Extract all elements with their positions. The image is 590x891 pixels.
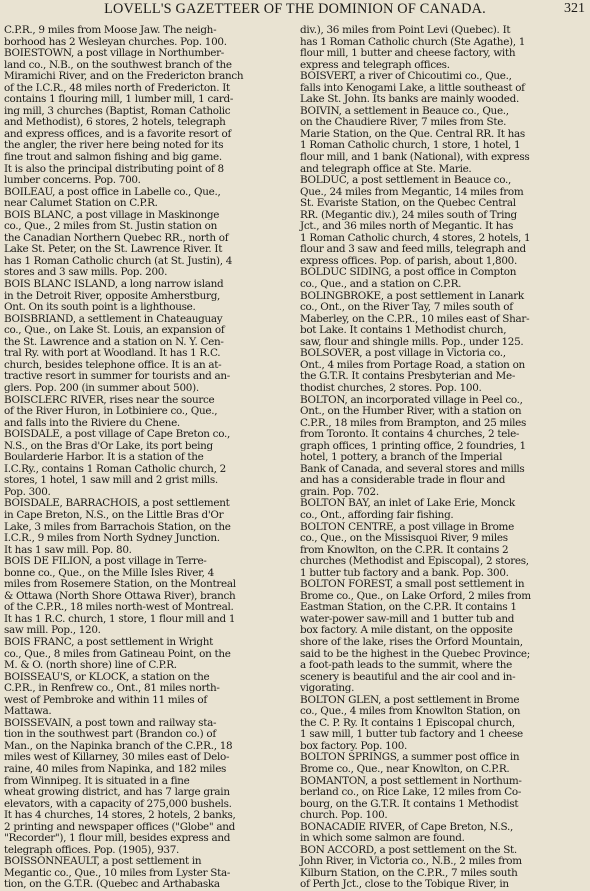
text-line: It has 1 saw mill. Pop. 80. — [4, 543, 132, 556]
text-line: graph offices, 1 printing office, 2 foundries, 1 — [300, 439, 526, 452]
text-line: co., Que., and a station on C.P.R. — [300, 278, 462, 291]
text-line: Ont. On its south point is a lighthouse. — [4, 301, 196, 314]
text-line: stores and 3 saw mills. Pop. 200. — [4, 266, 168, 279]
text-line: tion in the southwest part (Brandon co.) of — [4, 728, 216, 741]
text-line: raine, 40 miles from Napinka, and 182 miles — [4, 763, 227, 775]
running-header — [0, 0, 590, 19]
text-line: west of Pembroke and within 11 miles of — [4, 693, 207, 706]
text-line: BOISBRIAND, a settlement in Chateauguay — [4, 312, 223, 325]
text-line: co., Que., on Lake St. Louis, an expansion of — [4, 324, 225, 337]
text-line: Lake, 3 miles from Barrachois Station, on the — [4, 520, 231, 533]
text-line: co., Ont., affording fair fishing. — [300, 508, 454, 521]
text-line: bourg, on the G.T.R. It contains 1 Methodist — [300, 797, 519, 810]
text-line: Brome co., Que., on Lake Orford, 2 miles from — [300, 589, 531, 602]
text-line: co., Que., 4 miles from Knowlton Station, on — [300, 705, 521, 718]
text-line: Man., on the Napinka branch of the C.P.R., 18 — [4, 739, 233, 752]
text-line: Ont., on the Humber River, with a station on — [300, 405, 522, 418]
text-line: box factory. A mile distant, on the opposite — [300, 624, 513, 637]
text-line: of the C.P.R., 18 miles north-west of Montreal. — [4, 601, 234, 614]
text-line: in which some salmon are found. — [300, 832, 465, 845]
text-line: lumber concerns. Pop. 700. — [4, 174, 141, 187]
text-line: BOLDUC, a post settlement in Beauce co., — [300, 174, 511, 187]
text-line: shore of the lake, rises the Orford Mountain, — [300, 635, 523, 648]
text-line: church, besides telephone office. It is an at- — [4, 358, 222, 371]
text-line: the C. P. Ry. It contains 1 Episcopal church, — [300, 716, 515, 729]
text-line: from Winnipeg. It is situated in a fine — [4, 774, 190, 787]
text-line: tion, on the G.T.R. (Quebec and Arthabaska — [4, 878, 220, 891]
text-line: Maberley, on the C.P.R., 10 miles east of Shar- — [300, 312, 530, 325]
text-line: BOISCLERC RIVER, rises near the source — [4, 393, 215, 406]
text-line: BOLTON FOREST, a small post settlement in — [300, 578, 525, 591]
text-line: "Recorder"), 1 flour mill, besides express and — [4, 832, 231, 845]
text-line: BOIESTOWN, a post village in Northumber- — [4, 47, 224, 60]
text-line: in Cape Breton, N.S., on the Little Bras d'Or — [4, 508, 224, 521]
text-line: fine trout and salmon fishing and big game. — [4, 151, 222, 164]
text-line: 1 Roman Catholic church, 4 stores, 2 hotels, 1 — [300, 231, 531, 244]
text-line: BOLTON BAY, an inlet of Lake Erie, Monck — [300, 497, 515, 510]
text-line: from Knowlton, on the C.P.R. It contains 2 — [300, 543, 509, 556]
text-line: BOISVERT, a river of Chicoutimi co., Que., — [300, 70, 512, 83]
text-line: BOIS FRANC, a post settlement in Wright — [4, 635, 214, 648]
text-line: hotel, 1 pottery, a branch of the Imperial — [300, 451, 503, 464]
text-line: the angler, the river here being noted for its — [4, 139, 224, 152]
text-line: and express offices, and is a favorite resort of — [4, 127, 231, 140]
text-line: 1 butter tub factory and a bank. Pop. 300. — [300, 566, 509, 579]
text-line: flour mill, 1 butter and cheese factory, with — [300, 47, 516, 60]
text-line: Jct., and 36 miles north of Megantic. It has — [300, 220, 514, 233]
text-line: wheat growing district, and has 7 large grain — [4, 786, 230, 799]
text-line: N.S., on the Bras d'Or Lake, its port being — [4, 439, 213, 452]
text-line: Megantic co., Que., 10 miles from Lyster Sta- — [4, 866, 231, 879]
text-line: from Toronto. It contains 4 churches, 2 tele- — [300, 428, 520, 441]
text-line: BOLTON CENTRE, a post village in Brome — [300, 520, 514, 533]
text-line: Bank of Canada, and several stores and mills — [300, 462, 525, 475]
text-line: co., Ont., on the River Tay, 7 miles south of — [300, 301, 513, 314]
text-line: and has a considerable trade in flour and — [300, 474, 506, 487]
text-line: telegraph offices. Pop. (1905), 937. — [4, 843, 180, 856]
text-line: M. & O. (north shore) line of C.P.R. — [4, 659, 177, 672]
text-line: saw mill. Pop., 120. — [4, 624, 101, 637]
text-line: BOLTON GLEN, a post settlement in Brome — [300, 693, 520, 706]
text-line: tractive resort in summer for tourists and an- — [4, 370, 230, 383]
text-line: elevators, with a capacity of 275,000 bushels. — [4, 797, 232, 810]
text-line: ing mill, 3 churches (Baptist, Roman Catholic — [4, 104, 231, 117]
text-line: BOLINGBROKE, a post settlement in Lanark — [300, 289, 524, 302]
text-line: BOIS BLANC ISLAND, a long narrow island — [4, 278, 224, 291]
text-line: Boularderie Harbor. It is a station of the — [4, 451, 204, 464]
text-line: Lake St. Peter, on the St. Lawrence River. It — [4, 243, 223, 256]
text-line: express and telegraph offices. — [300, 58, 450, 71]
right-column — [300, 24, 586, 891]
left-column — [4, 24, 289, 891]
text-line: churches (Methodist and Episcopal), 2 stores, — [300, 555, 529, 568]
text-line: 1 Roman Catholic church, 1 store, 1 hotel, 1 — [300, 139, 521, 152]
text-line: a foot-path leads to the summit, where the — [300, 659, 512, 672]
text-line: C.P.R., in Renfrew co., Ont., 81 miles north- — [4, 682, 220, 695]
text-line: I.C.Ry., contains 1 Roman Catholic church, 2 — [4, 462, 226, 475]
text-line: It has 1 R.C. church, 1 store, 1 flour mill and 1 — [4, 612, 236, 625]
text-line: BOLTON, an incorporated village in Peel co., — [300, 393, 523, 406]
text-line: BOLSOVER, a post village in Victoria co., — [300, 347, 506, 360]
text-line: thodist churches, 2 stores. Pop. 100. — [300, 381, 482, 394]
text-line: RR. (Megantic div.), 24 miles south of Tring — [300, 208, 517, 221]
text-line: of the River Huron, in Lotbiniere co., Que., — [4, 405, 218, 418]
text-line: the St. Lawrence and a station on N. Y. Cen- — [4, 335, 224, 348]
text-line: It is also the principal distributing point of 8 — [4, 162, 224, 175]
text-line: co., Que., 8 miles from Gatineau Point, on the — [4, 647, 231, 660]
text-line: Lake St. John. Its banks are mainly wooded. — [300, 93, 519, 106]
text-line: bot Lake. It contains 1 Methodist church, — [300, 324, 507, 337]
text-line: BOISSONNEAULT, a post settlement in — [4, 855, 202, 868]
page-number: 321 — [564, 1, 585, 16]
text-line: and Methodist), 6 stores, 2 hotels, telegraph — [4, 116, 226, 129]
text-line: express offices. Pop. of parish, about 1,800. — [300, 254, 517, 267]
text-line: church. Pop. 100. — [300, 809, 388, 822]
text-line: Brome co., Que., near Knowlton, on C.P.R. — [300, 763, 510, 775]
text-line: bonne co., Que., on the Mille Isles River, 4 — [4, 566, 214, 579]
text-line: BOISSEVAIN, a post town and railway sta- — [4, 716, 217, 729]
text-line: 1 saw mill, 1 butter tub factory and 1 cheese — [300, 728, 523, 741]
text-line: scenery is beautiful and the air cool and in- — [300, 670, 516, 683]
text-line: div.), 36 miles from Point Levi (Quebec). It — [300, 24, 511, 36]
text-line: on the Chaudiere River, 7 miles from Ste. — [300, 116, 507, 129]
text-line: has 1 Roman Catholic church (Ste Agathe), 1 — [300, 35, 526, 48]
text-line: glers. Pop. 200 (in summer about 500). — [4, 381, 199, 394]
text-line: BOISSEAU'S, or KLOCK, a station on the — [4, 670, 210, 683]
text-line: & Ottawa (North Shore Ottawa River), branch — [4, 589, 236, 602]
text-line: grain. Pop. 702. — [300, 485, 379, 498]
text-line: 2 printing and newspaper offices ("Globe" and — [4, 820, 236, 833]
text-line: Miramichi River, and on the Fredericton branch — [4, 70, 244, 83]
text-line: BOLDUC SIDING, a post office in Compton — [300, 266, 517, 279]
text-line: stores, 1 hotel, 1 saw mill and 2 grist mills. — [4, 474, 218, 487]
text-line: flour and 3 saw and feed mills, telegraph and — [300, 243, 526, 256]
text-line: borhood has 2 Wesleyan churches. Pop. 100. — [4, 35, 227, 48]
text-line: C.P.R., 9 miles from Moose Jaw. The neigh- — [4, 24, 217, 36]
text-line: BOIS BLANC, a post village in Maskinonge — [4, 208, 220, 221]
text-line: BOISDALE, a post village of Cape Breton co., — [4, 428, 230, 441]
text-line: saw, flour and shingle mills. Pop., under 125. — [300, 335, 524, 348]
text-line: the G.T.R. It contains Presbyterian and Me- — [300, 370, 516, 383]
text-line: BOLTON SPRINGS, a summer post office in — [300, 751, 520, 764]
text-line: co., Que., on the Missisquoi River, 9 miles — [300, 532, 508, 545]
text-line: and telegraph office at Ste. Marie. — [300, 162, 472, 175]
text-line: falls into Kenogami Lake, a little southeast of — [300, 81, 525, 94]
text-line: Mattawa. — [4, 705, 52, 718]
text-line: BOMANTON, a post settlement in Northum- — [300, 774, 522, 787]
text-line: BOIS DE FILION, a post village in Terre- — [4, 555, 207, 568]
text-line: Kilburn Station, on the C.P.R., 7 miles south — [300, 866, 518, 879]
running-title: LOVELL'S GAZETTEER OF THE DOMINION OF CANADA. — [104, 1, 486, 17]
text-line: has 1 Roman Catholic church (at St. Justin), 4 — [4, 254, 233, 267]
text-line: near Calumet Station on C.P.R. — [4, 197, 158, 210]
text-line: It has 4 churches, 14 stores, 2 hotels, 2 banks, — [4, 809, 236, 822]
text-line: John River, in Victoria co., N.B., 2 miles from — [300, 855, 522, 868]
text-line: co., Que., 2 miles from St. Justin station on — [4, 220, 217, 233]
text-line: in the Detroit River, opposite Amherstburg, — [4, 289, 221, 302]
text-line: I.C.R., 9 miles from North Sydney Junction. — [4, 532, 220, 545]
text-line: berland co., on Rice Lake, 12 miles from Co- — [300, 786, 522, 799]
text-line: BOISDALE, BARRACHOIS, a post settlement — [4, 497, 230, 510]
text-line: the Canadian Northern Quebec RR., north of — [4, 231, 229, 244]
text-line: Eastman Station, on the C.P.R. It contains 1 — [300, 601, 517, 614]
text-line: C.P.R., 18 miles from Brampton, and 25 miles — [300, 416, 527, 429]
text-line: BOILEAU, a post office in Labelle co., Que., — [4, 185, 221, 198]
text-line: miles from Rosemere Station, on the Montreal — [4, 578, 236, 591]
text-line: land co., N.B., on the southwest branch of the — [4, 58, 232, 71]
text-line: vigorating. — [300, 682, 355, 695]
text-line: said to be the highest in the Quebec Province; — [300, 647, 530, 660]
text-line: and falls into the Riviere du Chene. — [4, 416, 180, 429]
text-line: BOIVIN, a settlement in Beauce co., Que., — [300, 104, 509, 117]
text-line: Marie Station, on the Que. Central RR. It has — [300, 127, 525, 140]
text-line: flour mill, and 1 bank (National), with express — [300, 151, 530, 164]
text-line: miles west of Killarney, 30 miles east of Delo- — [4, 751, 230, 764]
text-line: BON ACCORD, a post settlement on the St. — [300, 843, 517, 856]
text-line: box factory. Pop. 100. — [300, 739, 408, 752]
text-line: water-power saw-mill and 1 butter tub and — [300, 612, 515, 625]
text-line: tral Ry. with port at Woodland. It has 1 R.C. — [4, 347, 221, 360]
text-line: BONACADIE RIVER, of Cape Breton, N.S., — [300, 820, 513, 833]
text-line: Que., 24 miles from Megantic, 14 miles from — [300, 185, 524, 198]
text-line: contains 1 flouring mill, 1 lumber mill, 1 card- — [4, 93, 234, 106]
text-line: of Perth Jct., close to the Tobique River, in — [300, 878, 509, 891]
text-line: St. Evariste Station, on the Quebec Central — [300, 197, 516, 210]
text-line: Ont., 4 miles from Portage Road, a station on — [300, 358, 525, 371]
text-line: Pop. 300. — [4, 485, 51, 498]
text-line: of the I.C.R., 48 miles north of Fredericton. It — [4, 81, 230, 94]
